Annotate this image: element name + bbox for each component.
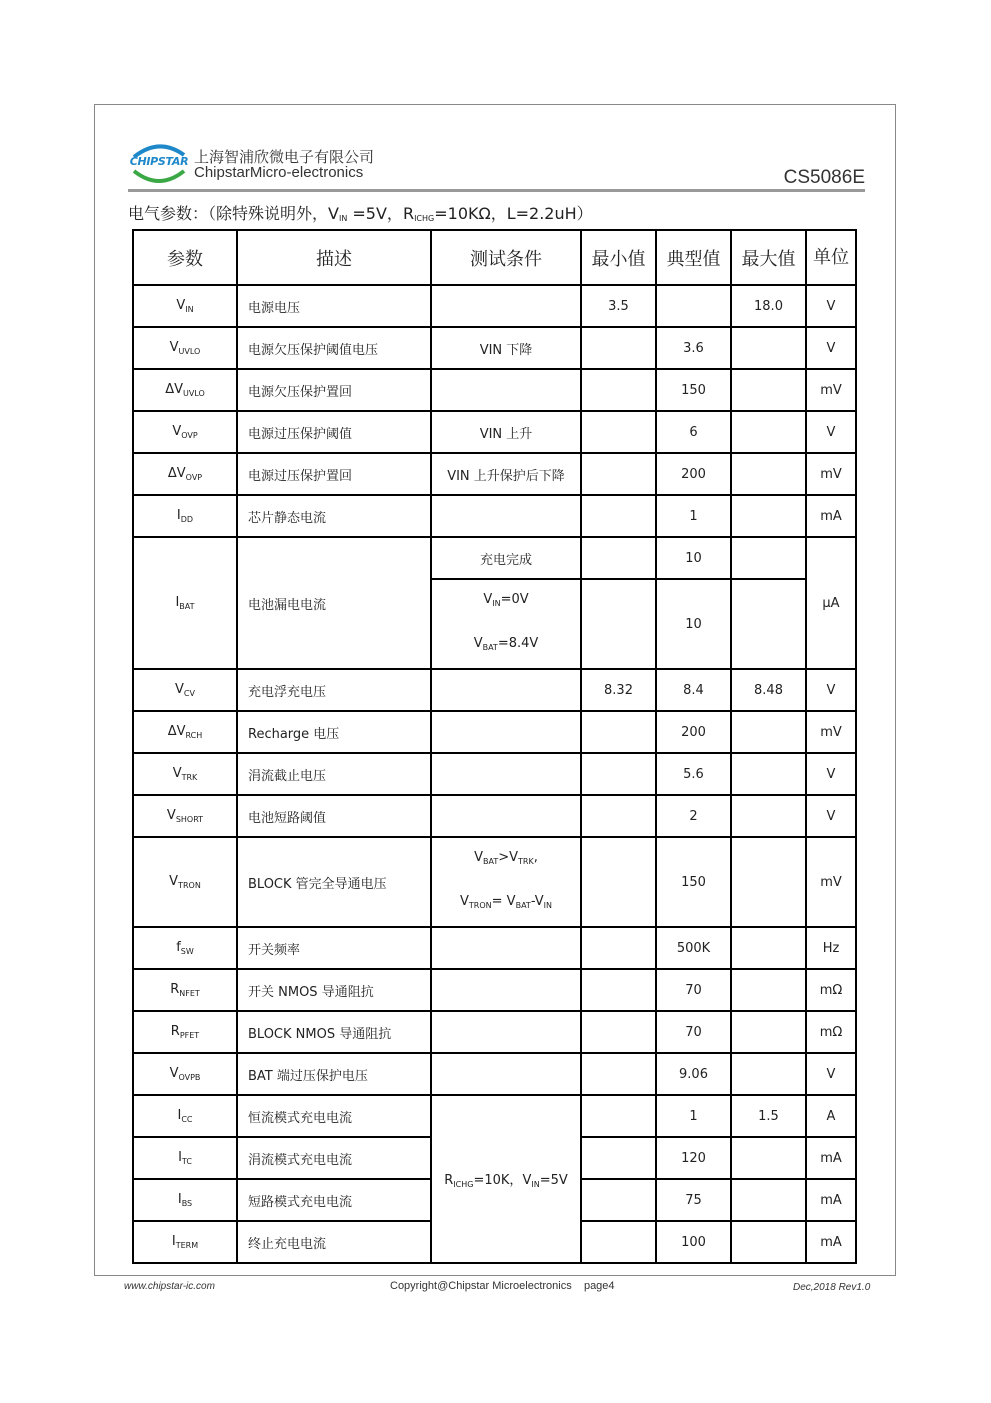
typ-cell: 2 bbox=[656, 795, 731, 837]
max-cell: 1.5 bbox=[731, 1095, 806, 1137]
typ-cell: 3.6 bbox=[656, 327, 731, 369]
desc-cell: 恒流模式充电电流 bbox=[237, 1095, 431, 1137]
symbol-text: , bbox=[533, 850, 538, 865]
param-cell bbox=[133, 1053, 237, 1095]
symbol-subscript: UVLO bbox=[183, 389, 205, 398]
param-cell bbox=[133, 1221, 237, 1263]
typ-cell: 150 bbox=[656, 837, 731, 927]
vin-value: =5V， bbox=[347, 204, 403, 223]
r-symbol: R bbox=[402, 204, 415, 223]
param-cell bbox=[133, 327, 237, 369]
table-header-row bbox=[133, 230, 856, 285]
typ-cell: 75 bbox=[656, 1179, 731, 1221]
typ-cell: 6 bbox=[656, 411, 731, 453]
unit-cell: V bbox=[806, 327, 856, 369]
min-cell bbox=[581, 411, 656, 453]
max-cell bbox=[731, 969, 806, 1011]
symbol-subscript: CV bbox=[183, 689, 195, 698]
unit-cell: mA bbox=[806, 1137, 856, 1179]
unit-cell: mA bbox=[806, 1179, 856, 1221]
max-cell: 8.48 bbox=[731, 669, 806, 711]
desc-cell: 电源电压 bbox=[237, 285, 431, 327]
min-cell bbox=[581, 969, 656, 1011]
typ-cell: 120 bbox=[656, 1137, 731, 1179]
symbol-text: = bbox=[491, 894, 507, 909]
table-row bbox=[133, 669, 856, 711]
symbol-subscript: BAT bbox=[482, 643, 498, 652]
unit-cell: V bbox=[806, 795, 856, 837]
param-cell bbox=[133, 411, 237, 453]
min-cell bbox=[581, 369, 656, 411]
header-test-condition: 测试条件 bbox=[431, 230, 581, 285]
min-cell bbox=[581, 453, 656, 495]
symbol: V bbox=[172, 424, 182, 439]
symbol: V bbox=[172, 766, 182, 781]
symbol-subscript: IN bbox=[185, 305, 194, 314]
max-cell bbox=[731, 369, 806, 411]
desc-cell: 电源过压保护阈值 bbox=[237, 411, 431, 453]
company-name-cn: 上海智浦欣微电子有限公司 bbox=[194, 148, 375, 166]
symbol-text: V bbox=[473, 636, 483, 651]
typ-cell: 1 bbox=[656, 1095, 731, 1137]
symbol-text: > bbox=[498, 850, 510, 865]
typ-cell: 10 bbox=[656, 537, 731, 579]
symbol-subscript: TRK bbox=[518, 857, 534, 866]
max-cell bbox=[731, 1053, 806, 1095]
max-cell bbox=[731, 711, 806, 753]
typ-cell: 10 bbox=[656, 579, 731, 669]
symbol-text: V bbox=[509, 850, 519, 865]
header-min: 最小值 bbox=[581, 230, 656, 285]
symbol-subscript: RCH bbox=[185, 731, 203, 740]
symbol-text: =5V bbox=[539, 1173, 568, 1188]
condition-line bbox=[432, 624, 580, 668]
symbol-subscript: BAT bbox=[483, 857, 499, 866]
symbol: R bbox=[170, 1024, 180, 1039]
typ-cell: 9.06 bbox=[656, 1053, 731, 1095]
condition-cell bbox=[431, 285, 581, 327]
unit-cell: V bbox=[806, 753, 856, 795]
symbol-subscript: OVP bbox=[181, 431, 198, 440]
symbol-text: I bbox=[171, 1234, 176, 1249]
max-cell bbox=[731, 837, 806, 927]
vin-subscript: IN bbox=[338, 214, 348, 223]
min-cell bbox=[581, 927, 656, 969]
param-cell bbox=[133, 369, 237, 411]
symbol-subscript: TRON bbox=[178, 881, 201, 890]
symbol-text: I bbox=[177, 1192, 182, 1207]
desc-cell: 涓流模式充电电流 bbox=[237, 1137, 431, 1179]
condition-cell bbox=[431, 969, 581, 1011]
table-row bbox=[133, 495, 856, 537]
symbol-text: =0V bbox=[500, 592, 529, 607]
header-description: 描述 bbox=[237, 230, 431, 285]
param-cell bbox=[133, 969, 237, 1011]
condition-cell bbox=[431, 711, 581, 753]
footer-website: www.chipstar-ic.com bbox=[124, 1281, 215, 1292]
table-row bbox=[133, 711, 856, 753]
desc-cell: 电池短路阈值 bbox=[237, 795, 431, 837]
param-cell bbox=[133, 453, 237, 495]
symbol-text: V bbox=[534, 894, 544, 909]
symbol-subscript: ICHG bbox=[453, 1180, 474, 1189]
symbol-subscript: TRK bbox=[181, 773, 198, 782]
typ-cell: 100 bbox=[656, 1221, 731, 1263]
unit-cell: mA bbox=[806, 495, 856, 537]
symbol-subscript: TRON bbox=[468, 901, 492, 910]
desc-cell: 芯片静态电流 bbox=[237, 495, 431, 537]
condition-cell bbox=[431, 837, 581, 927]
condition-cell: VIN 下降 bbox=[431, 327, 581, 369]
symbol: V bbox=[174, 382, 183, 397]
symbol-subscript: BAT bbox=[515, 901, 531, 910]
symbol-text: V bbox=[474, 850, 483, 865]
symbol-text: V bbox=[506, 894, 516, 909]
desc-cell: 电源欠压保护阈值电压 bbox=[237, 327, 431, 369]
max-cell bbox=[731, 1011, 806, 1053]
max-cell bbox=[731, 411, 806, 453]
condition-cell bbox=[431, 1053, 581, 1095]
max-cell bbox=[731, 795, 806, 837]
table-row bbox=[133, 837, 856, 927]
desc-cell: 涓流截止电压 bbox=[237, 753, 431, 795]
unit-cell: mV bbox=[806, 453, 856, 495]
min-cell: 8.32 bbox=[581, 669, 656, 711]
header-unit: 单位 bbox=[806, 230, 856, 285]
electrical-spec-table bbox=[132, 229, 857, 1264]
symbol-text: - bbox=[530, 894, 535, 909]
symbol-subscript: OVPB bbox=[178, 1073, 201, 1082]
table-row bbox=[133, 753, 856, 795]
unit-cell: μA bbox=[806, 537, 856, 669]
header-typ: 典型值 bbox=[656, 230, 731, 285]
typ-cell: 200 bbox=[656, 711, 731, 753]
unit-cell: Hz bbox=[806, 927, 856, 969]
min-cell bbox=[581, 1137, 656, 1179]
symbol-subscript: NFET bbox=[179, 989, 200, 998]
condition-line bbox=[432, 882, 580, 926]
min-cell bbox=[581, 1053, 656, 1095]
condition-cell: VIN 上升 bbox=[431, 411, 581, 453]
symbol: V bbox=[166, 808, 176, 823]
param-cell bbox=[133, 537, 237, 669]
symbol-text: =8.4V bbox=[497, 636, 539, 651]
condition-cell bbox=[431, 753, 581, 795]
table-row bbox=[133, 285, 856, 327]
min-cell bbox=[581, 1221, 656, 1263]
symbol-subscript: UVLO bbox=[178, 347, 201, 356]
min-cell bbox=[581, 579, 656, 669]
min-cell bbox=[581, 495, 656, 537]
desc-cell: 终止充电电流 bbox=[237, 1221, 431, 1263]
condition-cell bbox=[431, 1011, 581, 1053]
document-id: CS5086E bbox=[783, 167, 865, 188]
delta-prefix: Δ bbox=[165, 382, 175, 397]
symbol-subscript: BAT bbox=[179, 602, 195, 611]
symbol-subscript: SW bbox=[180, 947, 194, 956]
symbol-subscript: IN bbox=[492, 599, 501, 608]
symbol-subscript: IN bbox=[543, 901, 552, 910]
table-row bbox=[133, 369, 856, 411]
symbol-subscript: SHORT bbox=[175, 815, 204, 824]
table-row bbox=[133, 1095, 856, 1137]
min-cell bbox=[581, 753, 656, 795]
r-subscript: ICHG bbox=[414, 214, 435, 223]
symbol-text: I bbox=[178, 1150, 182, 1165]
max-cell bbox=[731, 453, 806, 495]
min-cell bbox=[581, 711, 656, 753]
test-conditions-line bbox=[128, 201, 593, 224]
symbol: V bbox=[176, 466, 186, 481]
table-row bbox=[133, 927, 856, 969]
condition-line bbox=[432, 838, 580, 882]
logo-text: CHIPSTAR bbox=[129, 155, 189, 168]
r-value: =10KΩ，L=2.2uH） bbox=[434, 204, 593, 223]
min-cell bbox=[581, 537, 656, 579]
condition-line bbox=[432, 580, 580, 624]
typ-cell: 5.6 bbox=[656, 753, 731, 795]
desc-cell: 电源欠压保护置回 bbox=[237, 369, 431, 411]
typ-cell: 500K bbox=[656, 927, 731, 969]
desc-cell: 开关频率 bbox=[237, 927, 431, 969]
unit-cell: mA bbox=[806, 1221, 856, 1263]
symbol: R bbox=[170, 982, 180, 997]
symbol-subscript: PFET bbox=[179, 1031, 200, 1040]
min-cell bbox=[581, 1179, 656, 1221]
condition-cell bbox=[431, 927, 581, 969]
symbol: V bbox=[169, 340, 179, 355]
symbol: I bbox=[175, 595, 180, 610]
typ-cell: 70 bbox=[656, 1011, 731, 1053]
param-cell bbox=[133, 753, 237, 795]
table-row bbox=[133, 453, 856, 495]
typ-cell: 200 bbox=[656, 453, 731, 495]
min-cell bbox=[581, 1095, 656, 1137]
param-cell bbox=[133, 927, 237, 969]
typ-cell: 150 bbox=[656, 369, 731, 411]
table-row bbox=[133, 1011, 856, 1053]
symbol-text: V bbox=[460, 894, 469, 909]
unit-cell: mΩ bbox=[806, 969, 856, 1011]
symbol-subscript: CC bbox=[181, 1115, 193, 1124]
max-cell bbox=[731, 537, 806, 579]
unit-cell: V bbox=[806, 669, 856, 711]
max-cell bbox=[731, 753, 806, 795]
unit-cell: mV bbox=[806, 711, 856, 753]
param-cell bbox=[133, 1095, 237, 1137]
symbol-subscript: TERM bbox=[175, 1241, 199, 1250]
condition-cell bbox=[431, 369, 581, 411]
symbol: V bbox=[169, 1066, 179, 1081]
max-cell bbox=[731, 495, 806, 537]
symbol: I bbox=[176, 508, 181, 523]
unit-cell: mV bbox=[806, 369, 856, 411]
symbol: f bbox=[176, 940, 181, 955]
max-cell bbox=[731, 1137, 806, 1179]
symbol-text: V bbox=[483, 592, 493, 607]
min-cell bbox=[581, 327, 656, 369]
param-cell bbox=[133, 795, 237, 837]
table-row bbox=[133, 537, 856, 579]
typ-cell: 1 bbox=[656, 495, 731, 537]
symbol: V bbox=[175, 682, 184, 697]
symbol-subscript: TC bbox=[181, 1157, 192, 1166]
header-divider bbox=[128, 189, 865, 192]
desc-cell: BLOCK NMOS 导通阻抗 bbox=[237, 1011, 431, 1053]
typ-cell: 70 bbox=[656, 969, 731, 1011]
param-cell bbox=[133, 669, 237, 711]
unit-cell: V bbox=[806, 411, 856, 453]
table-row bbox=[133, 411, 856, 453]
symbol-text: R bbox=[444, 1173, 454, 1188]
param-cell bbox=[133, 495, 237, 537]
typ-cell: 8.4 bbox=[656, 669, 731, 711]
footer-copyright: Copyright@Chipstar Microelectronics page4 bbox=[390, 1280, 615, 1292]
min-cell: 3.5 bbox=[581, 285, 656, 327]
desc-cell: 电源过压保护置回 bbox=[237, 453, 431, 495]
condition-cell bbox=[431, 1095, 581, 1263]
max-cell bbox=[731, 579, 806, 669]
param-cell bbox=[133, 1179, 237, 1221]
condition-cell: 充电完成 bbox=[431, 537, 581, 579]
header-max: 最大值 bbox=[731, 230, 806, 285]
company-name-en: ChipstarMicro-electronics bbox=[194, 164, 364, 181]
unit-cell: V bbox=[806, 285, 856, 327]
desc-cell: Recharge 电压 bbox=[237, 711, 431, 753]
symbol-subscript: IN bbox=[531, 1180, 540, 1189]
conditions-prefix: 电气参数：（除特殊说明外， bbox=[128, 204, 329, 223]
unit-cell: mV bbox=[806, 837, 856, 927]
max-cell bbox=[731, 1221, 806, 1263]
desc-cell: 开关 NMOS 导通阻抗 bbox=[237, 969, 431, 1011]
typ-cell bbox=[656, 285, 731, 327]
symbol-text: =10K， bbox=[473, 1173, 523, 1188]
unit-cell: A bbox=[806, 1095, 856, 1137]
min-cell bbox=[581, 795, 656, 837]
max-cell: 18.0 bbox=[731, 285, 806, 327]
param-cell bbox=[133, 285, 237, 327]
table-row bbox=[133, 795, 856, 837]
symbol-text: I bbox=[177, 1108, 182, 1123]
condition-cell bbox=[431, 579, 581, 669]
symbol-subscript: BS bbox=[181, 1199, 193, 1208]
condition-cell: VIN 上升保护后下降 bbox=[431, 453, 581, 495]
desc-cell: BAT 端过压保护电压 bbox=[237, 1053, 431, 1095]
param-cell bbox=[133, 1011, 237, 1053]
unit-cell: mΩ bbox=[806, 1011, 856, 1053]
symbol: V bbox=[176, 724, 186, 739]
condition-cell bbox=[431, 795, 581, 837]
min-cell bbox=[581, 837, 656, 927]
table-row bbox=[133, 327, 856, 369]
param-cell bbox=[133, 837, 237, 927]
symbol-text: V bbox=[169, 874, 179, 889]
condition-cell bbox=[431, 495, 581, 537]
max-cell bbox=[731, 327, 806, 369]
min-cell bbox=[581, 1011, 656, 1053]
param-cell bbox=[133, 711, 237, 753]
delta-prefix: Δ bbox=[167, 724, 177, 739]
symbol-text: V bbox=[522, 1173, 532, 1188]
table-row bbox=[133, 969, 856, 1011]
condition-cell bbox=[431, 669, 581, 711]
header-parameter: 参数 bbox=[133, 230, 237, 285]
desc-cell: 充电浮充电压 bbox=[237, 669, 431, 711]
param-cell bbox=[133, 1137, 237, 1179]
symbol: V bbox=[176, 298, 186, 313]
desc-cell: 短路模式充电电流 bbox=[237, 1179, 431, 1221]
desc-cell: BLOCK 管完全导通电压 bbox=[237, 837, 431, 927]
footer-revision: Dec,2018 Rev1.0 bbox=[793, 1282, 871, 1293]
table-row bbox=[133, 1053, 856, 1095]
vin-symbol: V bbox=[328, 204, 339, 223]
max-cell bbox=[731, 1179, 806, 1221]
desc-cell: 电池漏电电流 bbox=[237, 537, 431, 669]
symbol-subscript: OVP bbox=[185, 473, 203, 482]
symbol-subscript: DD bbox=[180, 515, 194, 524]
max-cell bbox=[731, 927, 806, 969]
unit-cell: V bbox=[806, 1053, 856, 1095]
delta-prefix: Δ bbox=[167, 466, 177, 481]
